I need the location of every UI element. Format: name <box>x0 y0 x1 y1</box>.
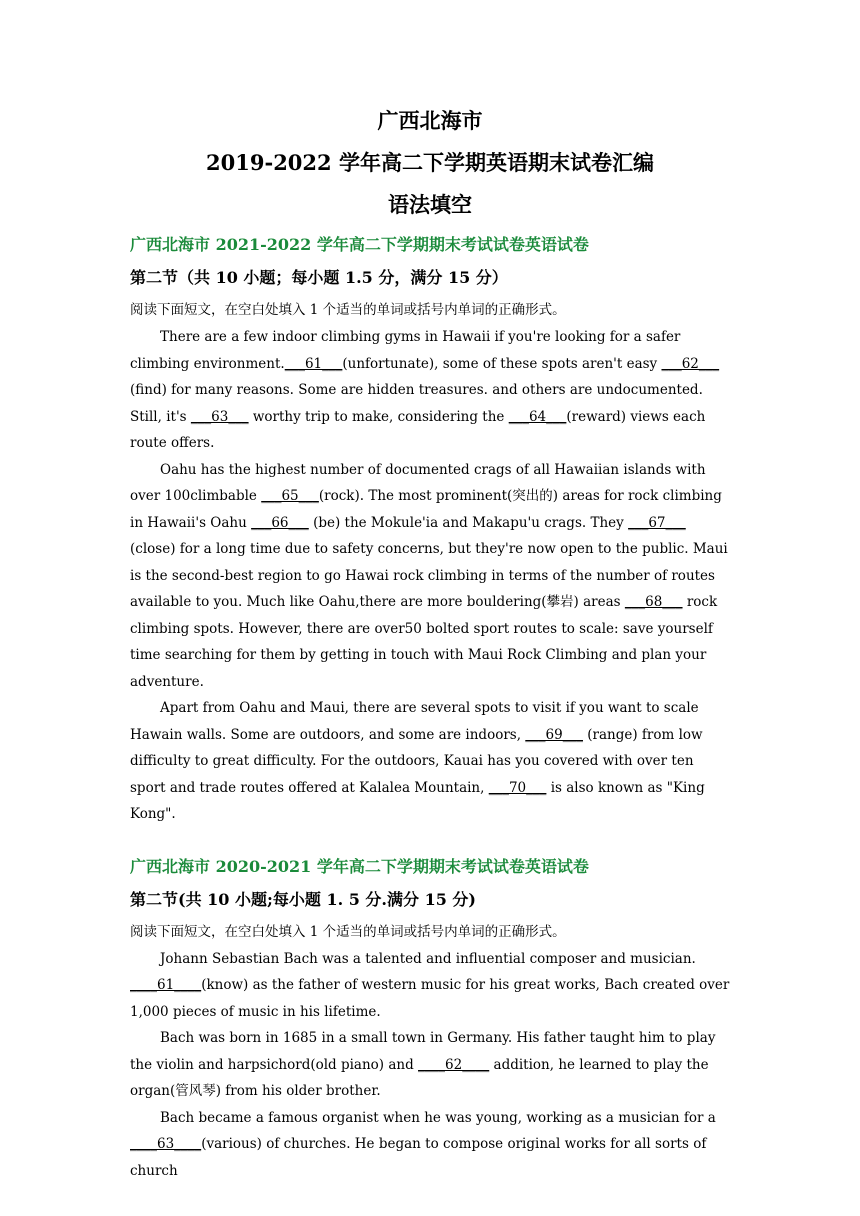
section-subtitle: 第二节(共 10 小题;每小题 1. 5 分.满分 15 分) <box>130 889 476 909</box>
section-2021-2022 <box>130 230 730 828</box>
passage-paragraph: Bach was born in 1685 in a small town in Germany. His father taught him to play the violin and harpsichord(old piano) and ____62____ addition, he learned to play the organ(管风琴) from his older brother. <box>130 1030 716 1099</box>
passage-paragraph: Oahu has the highest number of documented crags of all Hawaiian islands with over 100climbable ___65___(rock). The most prominent(突出的) areas for rock climbing in Hawaii's Oahu ___66___ (be) the Mokule'ia and Makapu'u crags. They ___67___ (close) for a long time due to safety concerns, but they're now open to the public. Maui is the second-best region to go Hawai rock climbing in terms of the number of routes available to you. Much like Oahu,there are more bouldering(攀岩) areas ___68___ rock climbing spots. However, there are over50 bolted sport routes to scale: save yourself time searching for them by getting in touch with Maui Rock Climbing and plan your adventure. <box>130 461 728 690</box>
blank-62: ___62___ <box>661 355 720 372</box>
blank-64: ___64___ <box>508 408 567 425</box>
passage-paragraph: Apart from Oahu and Maui, there are several spots to visit if you want to scale Hawain walls. Some are outdoors, and some are indoors, ___69___ (range) from low difficulty to great difficulty. For the outdoors, Kauai has you covered with over ten sport and trade routes offered at Kalalea Mountain, ___70___ is also known as "King Kong". <box>130 700 705 822</box>
section-title: 广西北海市 2021-2022 学年高二下学期期末考试试卷英语试卷 <box>130 235 589 254</box>
passage-paragraph: Bach became a famous organist when he was young, working as a musician for a ____63____(various) of churches. He began to compose original works for all sorts of church <box>130 1109 716 1179</box>
blank-70: ___70___ <box>488 779 547 796</box>
section-2020-2021 <box>130 852 730 1185</box>
passage-paragraph: There are a few indoor climbing gyms in Hawaii if you're looking for a safer climbing environment.___61___(unfortunate), some of these spots aren't easy ___62___ (find) for many reasons. Some are hidden treasures. and others are undocumented. Still, it's ___63___ worthy trip to make, considering the ___64___(reward) views each route offers. <box>130 329 720 451</box>
title-region: 广西北海市 <box>377 108 483 133</box>
blank-65: ___65___ <box>261 488 319 504</box>
document-header <box>0 100 860 226</box>
section-spacer <box>130 828 730 852</box>
blank-67: ___67___ <box>628 514 686 531</box>
title-main: 2019-2022 学年高二下学期英语期末试卷汇编 <box>206 150 654 175</box>
blank-63: ___63___ <box>190 408 249 425</box>
section-subtitle: 第二节（共 10 小题；每小题 1.5 分，满分 15 分） <box>130 268 508 287</box>
title-topic: 语法填空 <box>388 192 472 217</box>
passage-paragraph: Johann Sebastian Bach was a talented and influential composer and musician. ____61____(know) as the father of western music for his great works, Bach created over 1,000 pieces of music in his lifetime. <box>130 950 730 1020</box>
blank-61: ____61____ <box>130 977 202 993</box>
section-instruction: 阅读下面短文，在空白处填入 1 个适当的单词或括号内单词的正确形式。 <box>130 923 566 940</box>
blank-63: ____63____ <box>130 1136 202 1152</box>
section-instruction: 阅读下面短文，在空白处填入 1 个适当的单词或括号内单词的正确形式。 <box>130 302 566 318</box>
blank-68: ___68___ <box>624 594 683 610</box>
section-title: 广西北海市 2020-2021 学年高二下学期期末考试试卷英语试卷 <box>130 856 589 876</box>
blank-61: ___61___ <box>284 355 343 372</box>
document-body <box>130 230 730 1184</box>
blank-66: ___66___ <box>251 514 309 531</box>
blank-69: ___69___ <box>525 726 583 743</box>
blank-62: ____62____ <box>418 1056 490 1073</box>
